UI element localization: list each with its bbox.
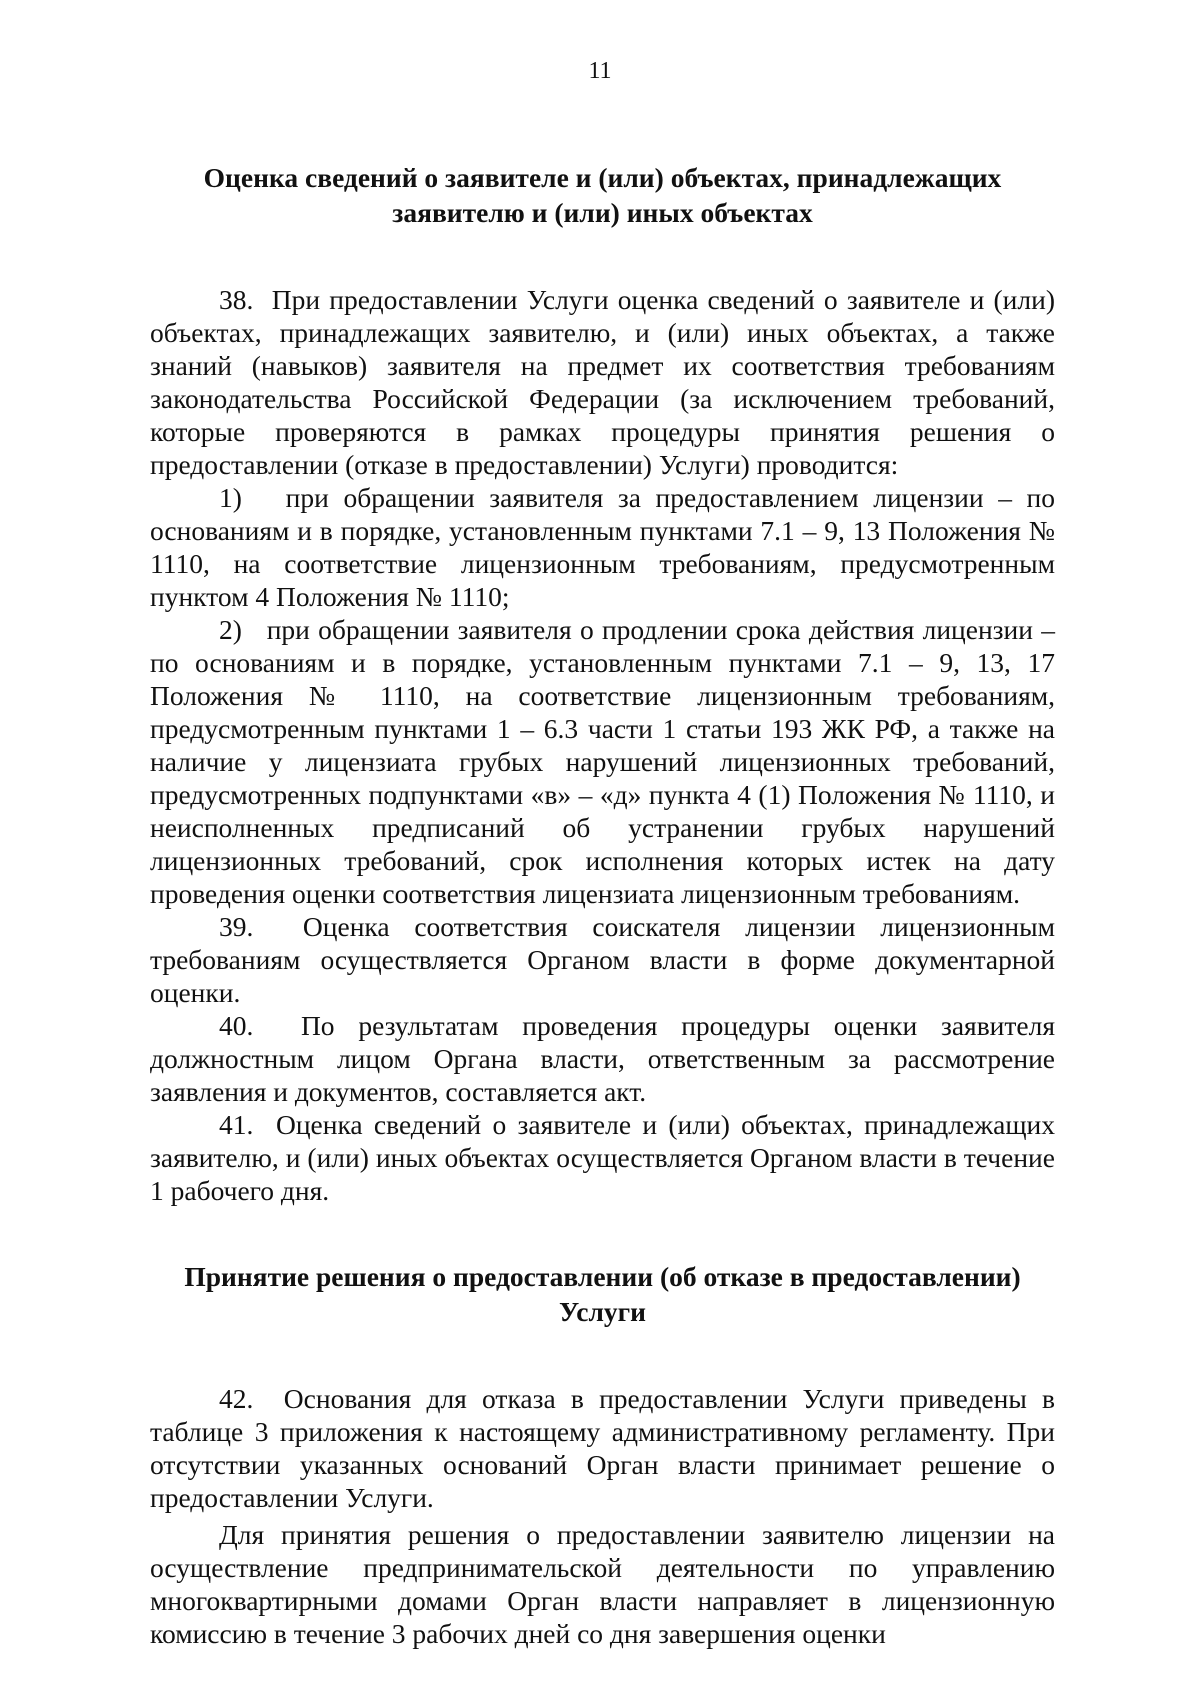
- document-body: [150, 160, 1055, 1650]
- heading-line: Оценка сведений о заявителе и (или) объектах, принадлежащих: [203, 162, 1002, 193]
- paragraph-42: 42. Основания для отказа в предоставлении Услуги приведены в таблице 3 приложения к настоящему административному регламенту. При отсутствии указанных оснований Орган власти принимает решение о предоставлении Услуги.: [150, 1383, 1055, 1513]
- page-number: 11: [588, 58, 612, 84]
- heading-line: заявителю и (или) иных объектах: [392, 197, 813, 228]
- paragraph-38: 38. При предоставлении Услуги оценка сведений о заявителе и (или) объектах, принадлежащих заявителю, и (или) иных объектах, а также знаний (навыков) заявителя на предмет их соответствия требованиям законодательства Российской Федерации (за исключением требований, которые проверяются в рамках процедуры принятия решения о предоставлении (отказе в предоставлении) Услуги) проводится:: [150, 284, 1055, 480]
- section-heading-decision: [150, 1259, 1055, 1329]
- paragraph-40: 40. По результатам проведения процедуры оценки заявителя должностным лицом Органа власти, ответственным за рассмотрение заявления и документов, составляется акт.: [150, 1010, 1055, 1107]
- paragraph-38-item-1: 1) при обращении заявителя за предоставлением лицензии – по основаниям и в порядке, установленным пунктами 7.1 – 9, 13 Положения № 1110, на соответствие лицензионным требованиям, предусмотренным пунктом 4 Положения № 1110;: [150, 482, 1055, 612]
- paragraph-41: 41. Оценка сведений о заявителе и (или) объектах, принадлежащих заявителю, и (или) иных объектах осуществляется Органом власти в течение 1 рабочего дня.: [150, 1109, 1055, 1206]
- heading-line: Услуги: [559, 1296, 646, 1327]
- paragraph-39: 39. Оценка соответствия соискателя лицензии лицензионным требованиям осуществляется Органом власти в форме документарной оценки.: [150, 911, 1055, 1008]
- paragraph-38-item-2: 2) при обращении заявителя о продлении срока действия лицензии – по основаниям и в порядке, установленным пунктами 7.1 – 9, 13, 17 Положения № 1110, на соответствие лицензионным требованиям, предусмотренным пунктами 1 – 6.3 части 1 статьи 193 ЖК РФ, а также на наличие у лицензиата грубых нарушений лицензионных требований, предусмотренных подпунктами «в» – «д» пункта 4 (1) Положения № 1110, и неисполненных предписаний об устранении грубых нарушений лицензионных требований, срок исполнения которых истек на дату проведения оценки соответствия лицензиата лицензионным требованиям.: [150, 614, 1055, 909]
- section-heading-assessment: [150, 160, 1055, 230]
- heading-line: Принятие решения о предоставлении (об отказе в предоставлении): [184, 1261, 1021, 1292]
- paragraph-42-continued: Для принятия решения о предоставлении заявителю лицензии на осуществление предпринимательской деятельности по управлению многоквартирными домами Орган власти направляет в лицензионную комиссию в течение 3 рабочих дней со дня завершения оценки: [150, 1519, 1055, 1649]
